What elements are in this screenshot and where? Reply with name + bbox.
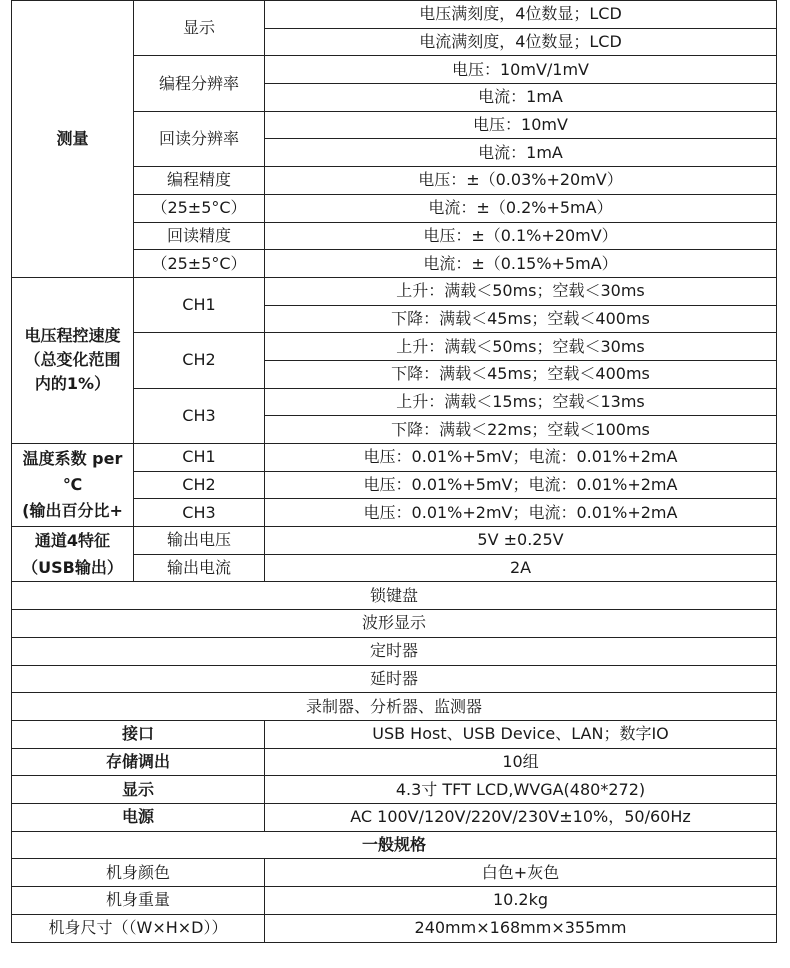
- value-cell: 5V ±0.25V: [265, 527, 777, 555]
- value-cell: 上升：满载＜50ms；空载＜30ms: [265, 277, 777, 305]
- label-speed-ch2: CH2: [134, 333, 265, 388]
- feature-row: 定时器: [12, 637, 777, 665]
- value-cell: 电流：1mA: [265, 139, 777, 167]
- label-temp-ch2: CH2: [134, 471, 265, 499]
- spec-label-display: 显示: [12, 776, 265, 804]
- label-read-acc: 回读精度: [134, 222, 265, 250]
- label-speed-ch1: CH1: [134, 277, 265, 332]
- label-prog-res: 编程分辨率: [134, 56, 265, 111]
- group-temp-line2: ℃: [62, 475, 83, 495]
- feature-row: 录制器、分析器、监测器: [12, 693, 777, 721]
- value-cell: 电压：0.01%+5mV；电流：0.01%+2mA: [265, 444, 777, 472]
- value-cell: 240mm×168mm×355mm: [265, 914, 777, 942]
- group-ch4-line2: （USB输出）: [22, 557, 123, 577]
- group-measure: 测量: [12, 1, 134, 278]
- value-cell: AC 100V/120V/220V/230V±10%，50/60Hz: [265, 803, 777, 831]
- value-cell: 10组: [265, 748, 777, 776]
- group-temp-line1: 温度系数 per: [22, 449, 123, 469]
- value-cell: 电压：0.01%+5mV；电流：0.01%+2mA: [265, 471, 777, 499]
- value-cell: 电流：±（0.2%+5mA）: [265, 194, 777, 222]
- value-cell: 下降：满载＜45ms；空载＜400ms: [265, 360, 777, 388]
- general-label-dimensions: 机身尺寸（（W×H×D））: [12, 914, 265, 942]
- feature-row: 波形显示: [12, 610, 777, 638]
- value-cell: 电压：10mV: [265, 111, 777, 139]
- label-prog-acc-cond: （25±5°C）: [134, 194, 265, 222]
- group-ch4: [12, 527, 134, 582]
- group-speed-line3: 内的1%）: [34, 374, 111, 394]
- value-cell: 电压满刻度，4位数显；LCD: [265, 1, 777, 29]
- value-cell: 电流满刻度，4位数显；LCD: [265, 28, 777, 56]
- spec-label-interface: 接口: [12, 720, 265, 748]
- label-temp-ch3: CH3: [134, 499, 265, 527]
- value-cell: 电压：10mV/1mV: [265, 56, 777, 84]
- value-cell: 电压：±（0.03%+20mV）: [265, 167, 777, 195]
- section-heading-general: 一般规格: [12, 831, 777, 859]
- group-speed-line2: （总变化范围: [24, 350, 121, 370]
- label-speed-ch3: CH3: [134, 388, 265, 443]
- feature-row: 锁键盘: [12, 582, 777, 610]
- spec-label-storage: 存储调出: [12, 748, 265, 776]
- value-cell: 白色+灰色: [265, 859, 777, 887]
- label-display: 显示: [134, 1, 265, 56]
- value-cell: 电压：0.01%+2mV；电流：0.01%+2mA: [265, 499, 777, 527]
- group-ch4-line1: 通道4特征: [34, 530, 111, 550]
- general-label-weight: 机身重量: [12, 887, 265, 915]
- value-cell: 下降：满载＜22ms；空载＜100ms: [265, 416, 777, 444]
- value-cell: 电压：±（0.1%+20mV）: [265, 222, 777, 250]
- label-ch4-voltage: 输出电压: [134, 527, 265, 555]
- label-ch4-current: 输出电流: [134, 554, 265, 582]
- group-temp-line3: (输出百分比+: [22, 501, 123, 521]
- value-cell: 2A: [265, 554, 777, 582]
- spec-table: [11, 0, 777, 943]
- feature-row: 延时器: [12, 665, 777, 693]
- value-cell: 上升：满载＜15ms；空载＜13ms: [265, 388, 777, 416]
- label-prog-acc: 编程精度: [134, 167, 265, 195]
- group-speed: [12, 277, 134, 443]
- group-temp: [12, 444, 134, 527]
- spec-label-power: 电源: [12, 803, 265, 831]
- label-read-acc-cond: （25±5°C）: [134, 250, 265, 278]
- value-cell: 下降：满载＜45ms；空载＜400ms: [265, 305, 777, 333]
- label-read-res: 回读分辨率: [134, 111, 265, 166]
- value-cell: 10.2kg: [265, 887, 777, 915]
- value-cell: 上升：满载＜50ms；空载＜30ms: [265, 333, 777, 361]
- value-cell: 电流：1mA: [265, 84, 777, 112]
- value-cell: USB Host、USB Device、LAN；数字IO: [265, 720, 777, 748]
- label-temp-ch1: CH1: [134, 444, 265, 472]
- value-cell: 4.3寸 TFT LCD,WVGA(480*272): [265, 776, 777, 804]
- value-cell: 电流：±（0.15%+5mA）: [265, 250, 777, 278]
- group-speed-line1: 电压程控速度: [24, 326, 121, 346]
- general-label-color: 机身颜色: [12, 859, 265, 887]
